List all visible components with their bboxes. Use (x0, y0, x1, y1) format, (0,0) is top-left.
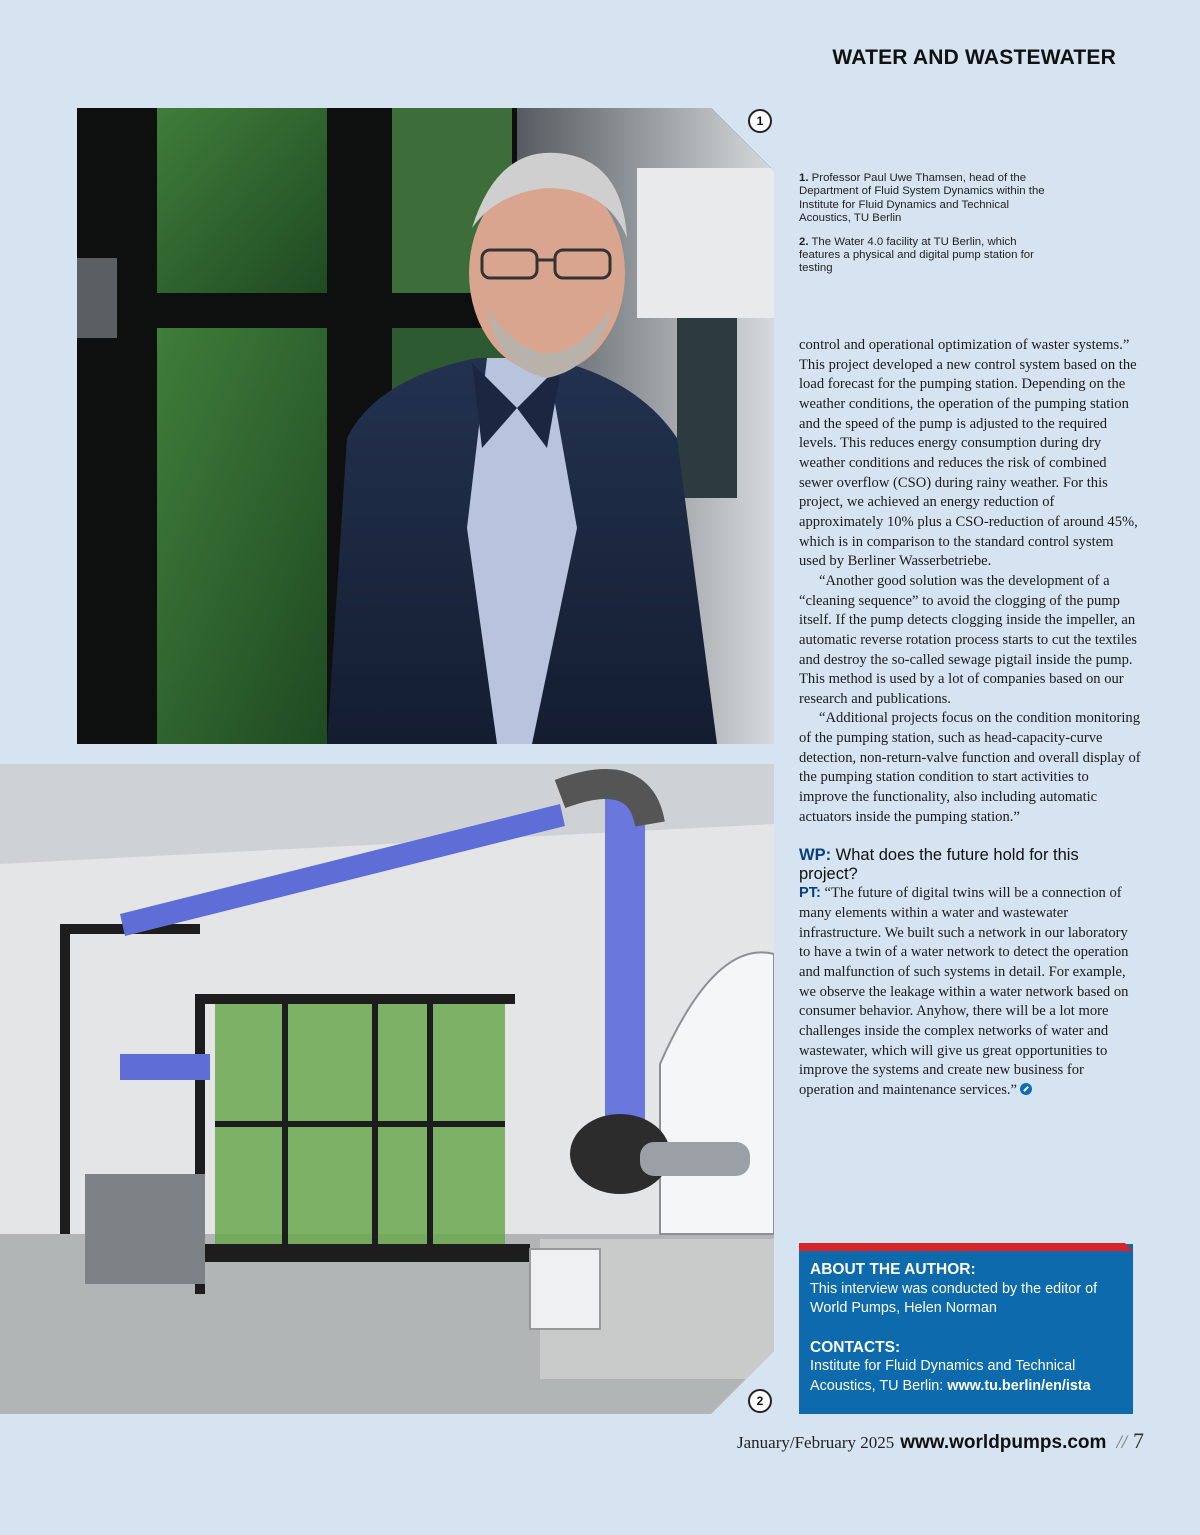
footer-separator: // (1116, 1432, 1127, 1453)
about-author-heading: ABOUT THE AUTHOR: (810, 1261, 976, 1278)
contacts-heading: CONTACTS: (810, 1338, 901, 1356)
body-paragraph-3: “Additional projects focus on the condition monitoring of the pumping station, such as head-capacity-curve detection, non-return-valve function and overall display of the pumping station condition to start activities to improve the functionality, also including automatic actuators inside the pumping station.” (799, 710, 1141, 825)
figure-2-badge: 2 (748, 1389, 772, 1413)
portrait-illustration (77, 108, 774, 744)
caption-2-text: The Water 4.0 facility at TU Berlin, which features a physical and digital pump station for testing (799, 235, 1034, 275)
answer-text: “The future of digital twins will be a connection of many elements within a water and wastewater infrastructure. We built such a network in our laboratory to have a twin of a water network to detect the operation and malfunction of such systems in detail. For example, we observe the leakage within a water network based on consumer behavior. Anyhow, there will be a lot more challenges inside the complex networks of water and wastewater, which will give us great opportunities to improve the systems and create new business for operation and maintenance services.” (799, 885, 1129, 1098)
caption-1-number: 1. (799, 172, 809, 184)
page-number: 7 (1133, 1428, 1144, 1453)
caption-2 (799, 236, 1049, 276)
answer-lead: PT: (799, 885, 821, 902)
body-paragraph-1: control and operational optimization of waster systems.” This project developed a new control system based on the load forecast for the pumping station. Depending on the weather conditions, the operation of the pumping station and the speed of the pump is adjusted to the required levels. This reduces energy consumption during dry weather conditions and reduces the risk of combined sewer overflow (CSO) during rainy weather. For this project, we achieved an energy reduction of approximately 10% plus a CSO-reduction of around 45%, which is in comparison to the standard control system used by Berliner Wasserbetriebe. (799, 337, 1138, 570)
contacts-link[interactable]: www.tu.berlin/en/ista (947, 1377, 1091, 1394)
caption-1-text: Professor Paul Uwe Thamsen, head of the Department of Fluid System Dynamics within the Institute for Fluid Dynamics and Technical Acoustics, TU Berlin (799, 172, 1045, 225)
issue-date: January/February 2025 (737, 1433, 895, 1452)
article-end-icon (1020, 1083, 1032, 1095)
interview-question (799, 846, 1141, 884)
website-link[interactable]: www.worldpumps.com (900, 1432, 1107, 1453)
photo-captions (799, 172, 1049, 286)
question-lead: WP: (799, 846, 832, 865)
figure-1-badge: 1 (748, 109, 772, 133)
facility-illustration (0, 764, 774, 1414)
article-body (799, 336, 1141, 1101)
contacts-text (810, 1357, 1122, 1396)
page-footer (737, 1428, 1144, 1454)
portrait-photo (77, 108, 774, 744)
contacts-institute: Institute for Fluid Dynamics and Technical Acoustics, TU Berlin: (810, 1358, 1076, 1394)
about-author-text: This interview was conducted by the editor of World Pumps, Helen Norman (810, 1280, 1098, 1316)
body-paragraph-2: “Another good solution was the development of a “cleaning sequence” to avoid the clogging of the pump itself. If the pump detects clogging inside the impeller, an automatic reverse rotation process starts to cut the textiles and destroy the so-called sewage pigtail inside the pump. This method is used by a lot of companies based on our research and publications. (799, 572, 1137, 707)
facility-photo (0, 764, 774, 1414)
section-title: WATER AND WASTEWATER (832, 46, 1116, 69)
caption-1 (799, 172, 1049, 226)
question-text: What does the future hold for this project? (799, 846, 1079, 884)
interview-answer (799, 884, 1141, 1100)
author-info-box (799, 1244, 1133, 1414)
caption-2-number: 2. (799, 235, 809, 248)
